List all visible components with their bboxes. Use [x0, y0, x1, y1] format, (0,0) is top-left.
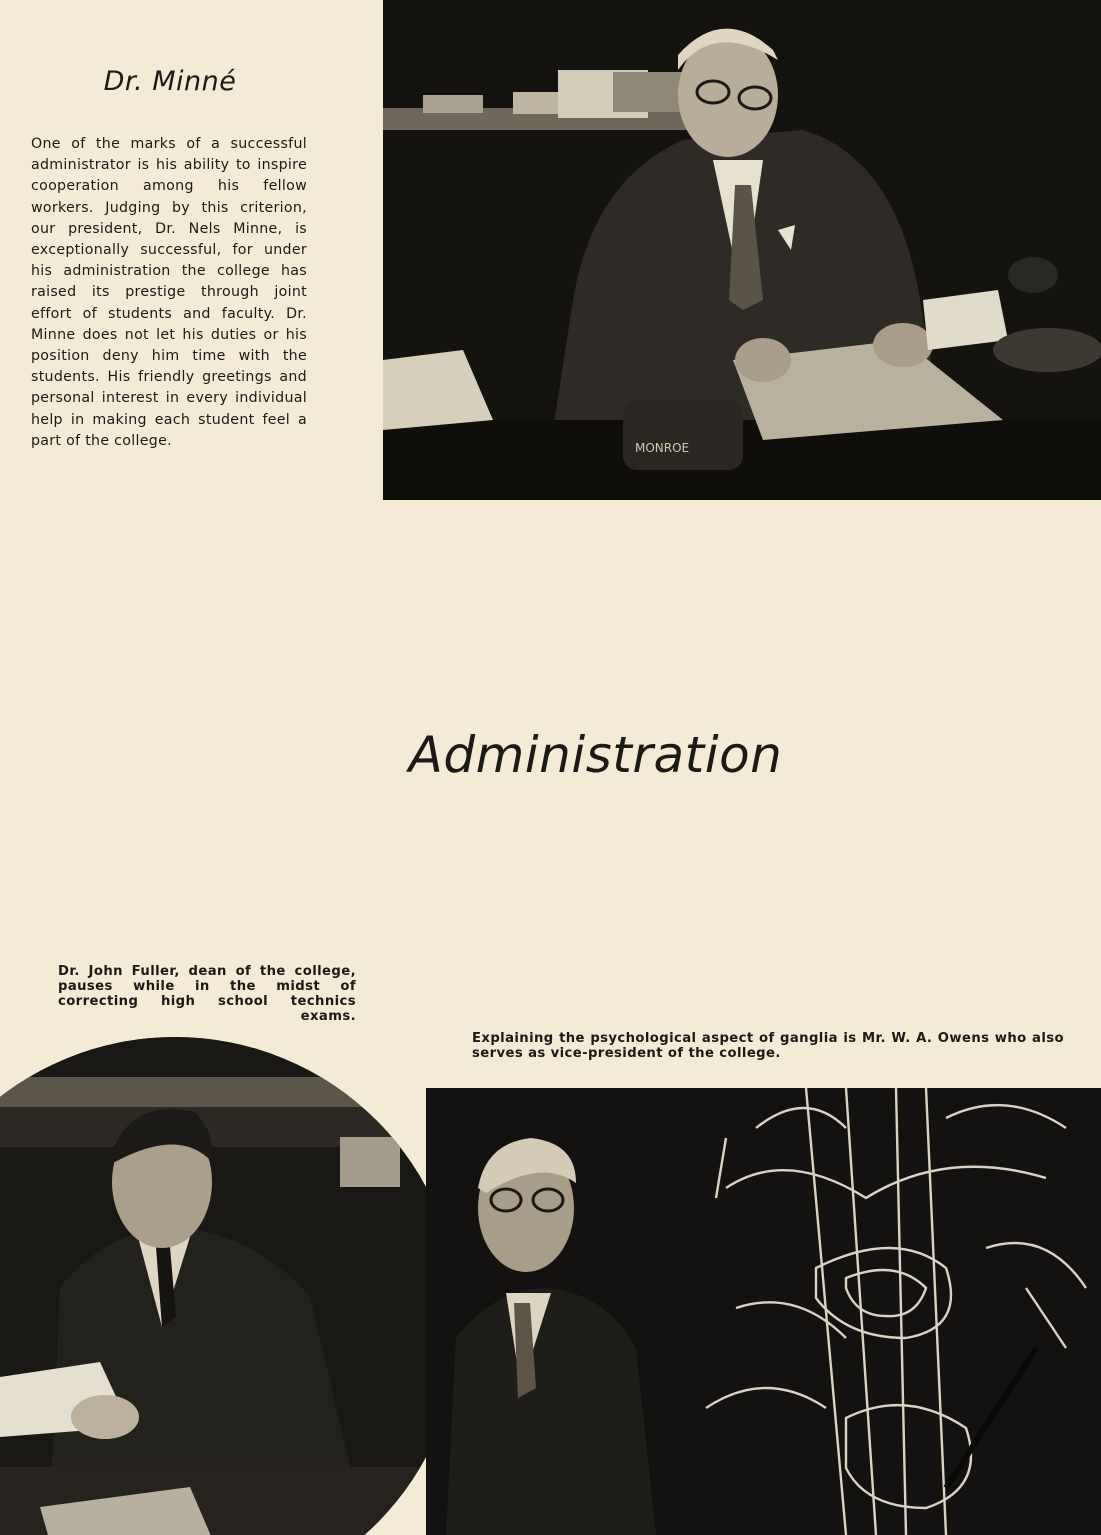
section-title: Administration [408, 726, 783, 784]
minne-heading: Dr. Minné [103, 66, 237, 97]
monroe-label: MONROE [635, 441, 690, 455]
fuller-caption: Dr. John Fuller, dean of the college, pauses while in the midst of correcting high school technics exams. [58, 964, 356, 1024]
fuller-photo [0, 1037, 460, 1535]
owens-caption: Explaining the psychological aspect of ganglia is Mr. W. A. Owens who also serves as vice-president of the college. [472, 1031, 1064, 1061]
owens-photo [426, 1088, 1101, 1535]
minne-desk-photo [383, 0, 1101, 500]
minne-intro-paragraph: One of the marks of a successful administrator is his ability to inspire cooperation among his fellow workers. Judging by this criterion, our president, Dr. Nels Minne, is exceptionally successful, for under his administration the college has raised its prestige through joint effort of students and faculty. Dr. Minne does not let his duties or his position deny him time with the students. His friendly greetings and personal interest in every individual help in making each student feel a part of the college. [31, 136, 307, 449]
